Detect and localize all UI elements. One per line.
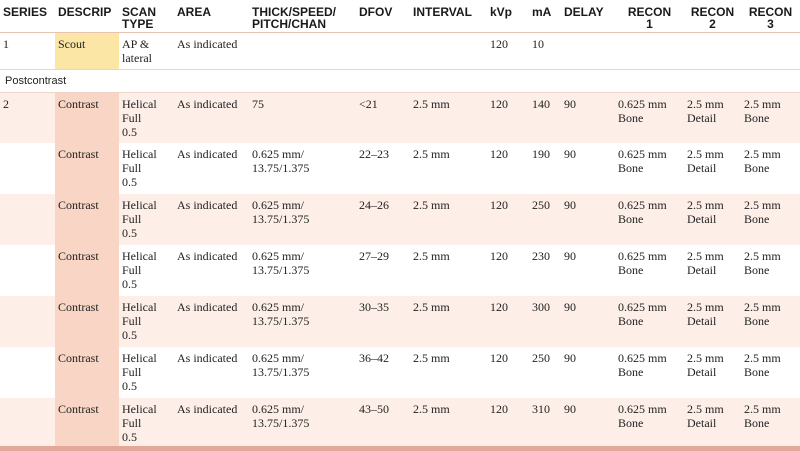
cell-scan-type: Helical Full 0.5 — [119, 398, 174, 449]
cell-descrip: Contrast — [55, 194, 119, 245]
cell-thick: 0.625 mm/ 13.75/1.375 — [252, 147, 310, 175]
cell-recon-3: 2.5 mm Bone — [744, 249, 781, 277]
cell-dfov: 22–23 — [359, 147, 389, 161]
section-row-postcontrast — [0, 69, 800, 92]
cell-scan-type: Helical Full 0.5 — [119, 194, 174, 245]
cell-area: As indicated — [177, 36, 238, 51]
cell-series — [0, 398, 55, 449]
cell-recon-1: 0.625 mm Bone — [615, 194, 684, 245]
cell-ma: 300 — [529, 296, 561, 347]
cell-recon-1: 0.625 mm Bone — [615, 398, 684, 449]
cell-area: As indicated — [177, 147, 238, 161]
cell-ma: 190 — [532, 147, 550, 161]
header-delay: DELAY — [561, 0, 615, 32]
cell-recon-2: 2.5 mm Detail — [687, 351, 724, 379]
cell-recon-3: 2.5 mm Bone — [741, 398, 800, 449]
header-recon-1: RECON 1 — [615, 0, 684, 32]
table-row — [0, 398, 800, 449]
cell-dfov: 27–29 — [359, 249, 389, 263]
cell-delay: 90 — [561, 296, 615, 347]
cell-interval: 2.5 mm — [410, 296, 487, 347]
cell-delay — [561, 32, 615, 69]
cell-recon-1: 0.625 mm Bone — [615, 92, 684, 143]
cell-series: 1 — [3, 36, 9, 51]
cell-delay: 90 — [561, 92, 615, 143]
cell-kvp: 120 — [487, 194, 529, 245]
table-row — [0, 347, 800, 398]
cell-scan-type: Helical Full 0.5 — [122, 147, 157, 189]
header-scan-type: SCAN TYPE — [119, 0, 174, 32]
cell-thick: 0.625 mm/ 13.75/1.375 — [249, 194, 356, 245]
header-dfov: DFOV — [356, 0, 410, 32]
cell-descrip: Contrast — [55, 143, 119, 194]
cell-delay: 90 — [561, 194, 615, 245]
cell-series: 2 — [0, 92, 55, 143]
cell-descrip: Contrast — [55, 92, 119, 143]
cell-scan-type: Helical Full 0.5 — [119, 296, 174, 347]
header-interval: INTERVAL — [410, 0, 487, 32]
cell-recon-2: 2.5 mm Detail — [684, 296, 741, 347]
cell-area: As indicated — [177, 249, 238, 263]
header-row — [0, 0, 800, 32]
cell-thick: 0.625 mm/ 13.75/1.375 — [249, 398, 356, 449]
cell-descrip: Scout — [55, 32, 119, 69]
cell-dfov — [356, 32, 410, 69]
cell-interval: 2.5 mm — [410, 92, 487, 143]
cell-recon-3: 2.5 mm Bone — [744, 147, 781, 175]
cell-series — [0, 245, 55, 296]
cell-ma: 310 — [529, 398, 561, 449]
cell-area: As indicated — [174, 296, 249, 347]
header-area: AREA — [174, 0, 249, 32]
cell-delay: 90 — [561, 398, 615, 449]
cell-dfov: 30–35 — [356, 296, 410, 347]
cell-recon-2: 2.5 mm Detail — [687, 249, 724, 277]
cell-interval: 2.5 mm — [413, 249, 450, 263]
cell-recon-1: 0.625 mm Bone — [618, 249, 667, 277]
cell-kvp: 120 — [487, 92, 529, 143]
cell-thick: 0.625 mm/ 13.75/1.375 — [252, 351, 310, 379]
header-recon-3: RECON 3 — [741, 0, 800, 32]
cell-recon-2: 2.5 mm Detail — [684, 194, 741, 245]
cell-delay: 90 — [564, 147, 576, 161]
cell-recon-3 — [741, 32, 800, 69]
cell-area: As indicated — [174, 194, 249, 245]
cell-scan-type: Helical Full 0.5 — [122, 351, 157, 393]
cell-area: As indicated — [174, 92, 249, 143]
cell-recon-3: 2.5 mm Bone — [741, 296, 800, 347]
cell-kvp: 120 — [490, 351, 508, 365]
cell-kvp: 120 — [490, 249, 508, 263]
table-row — [0, 296, 800, 347]
cell-recon-3: 2.5 mm Bone — [741, 92, 800, 143]
cell-ma: 140 — [529, 92, 561, 143]
cell-dfov: 24–26 — [356, 194, 410, 245]
cell-interval: 2.5 mm — [413, 147, 450, 161]
cell-series — [0, 194, 55, 245]
cell-scan-type: Helical Full 0.5 — [119, 92, 174, 143]
table-row — [0, 245, 800, 296]
cell-recon-2: 2.5 mm Detail — [684, 398, 741, 449]
cell-dfov: 43–50 — [356, 398, 410, 449]
cell-recon-1: 0.625 mm Bone — [615, 296, 684, 347]
cell-series — [0, 143, 55, 194]
cell-recon-2 — [684, 32, 741, 69]
cell-kvp: 120 — [487, 398, 529, 449]
header-thick-speed-pitch-chan: THICK/SPEED/ PITCH/CHAN — [249, 0, 356, 32]
cell-thick: 0.625 mm/ 13.75/1.375 — [252, 249, 310, 277]
cell-descrip: Contrast — [55, 296, 119, 347]
cell-series — [0, 347, 55, 398]
header-kvp: kVp — [487, 0, 529, 32]
cell-ma: 10 — [532, 36, 544, 51]
cell-interval — [410, 32, 487, 69]
cell-dfov: 36–42 — [359, 351, 389, 365]
cell-series — [0, 296, 55, 347]
cell-thick: 0.625 mm/ 13.75/1.375 — [249, 296, 356, 347]
cell-interval: 2.5 mm — [410, 398, 487, 449]
footer-bar — [0, 446, 800, 451]
cell-delay: 90 — [564, 351, 576, 365]
header-ma: mA — [529, 0, 561, 32]
cell-area: As indicated — [174, 398, 249, 449]
table-row — [0, 92, 800, 143]
cell-kvp: 120 — [487, 296, 529, 347]
cell-delay: 90 — [564, 249, 576, 263]
cell-area: As indicated — [177, 351, 238, 365]
cell-thick: 75 — [249, 92, 356, 143]
cell-recon-1: 0.625 mm Bone — [618, 351, 667, 379]
table-row — [0, 194, 800, 245]
header-descrip: DESCRIP — [55, 0, 119, 32]
cell-recon-2: 2.5 mm Detail — [684, 92, 741, 143]
header-recon-2: RECON 2 — [684, 0, 741, 32]
table-row — [0, 143, 800, 194]
cell-kvp: 120 — [490, 147, 508, 161]
cell-scan-type: Helical Full 0.5 — [122, 249, 157, 291]
cell-recon-3: 2.5 mm Bone — [744, 351, 781, 379]
cell-thick — [249, 32, 356, 69]
cell-dfov: <21 — [356, 92, 410, 143]
cell-descrip: Contrast — [55, 245, 119, 296]
cell-recon-1: 0.625 mm Bone — [618, 147, 667, 175]
cell-recon-3: 2.5 mm Bone — [741, 194, 800, 245]
cell-interval: 2.5 mm — [410, 194, 487, 245]
cell-ma: 250 — [529, 194, 561, 245]
cell-interval: 2.5 mm — [413, 351, 450, 365]
cell-kvp: 120 — [490, 36, 508, 51]
cell-recon-1 — [615, 32, 684, 69]
cell-descrip: Contrast — [55, 398, 119, 449]
table-row-scout — [0, 32, 800, 69]
cell-descrip: Contrast — [55, 347, 119, 398]
section-label: Postcontrast — [0, 69, 800, 92]
cell-scan-type: AP & lateral — [122, 36, 152, 65]
cell-recon-2: 2.5 mm Detail — [687, 147, 724, 175]
cell-ma: 250 — [532, 351, 550, 365]
cell-ma: 230 — [532, 249, 550, 263]
header-series: SERIES — [0, 0, 55, 32]
